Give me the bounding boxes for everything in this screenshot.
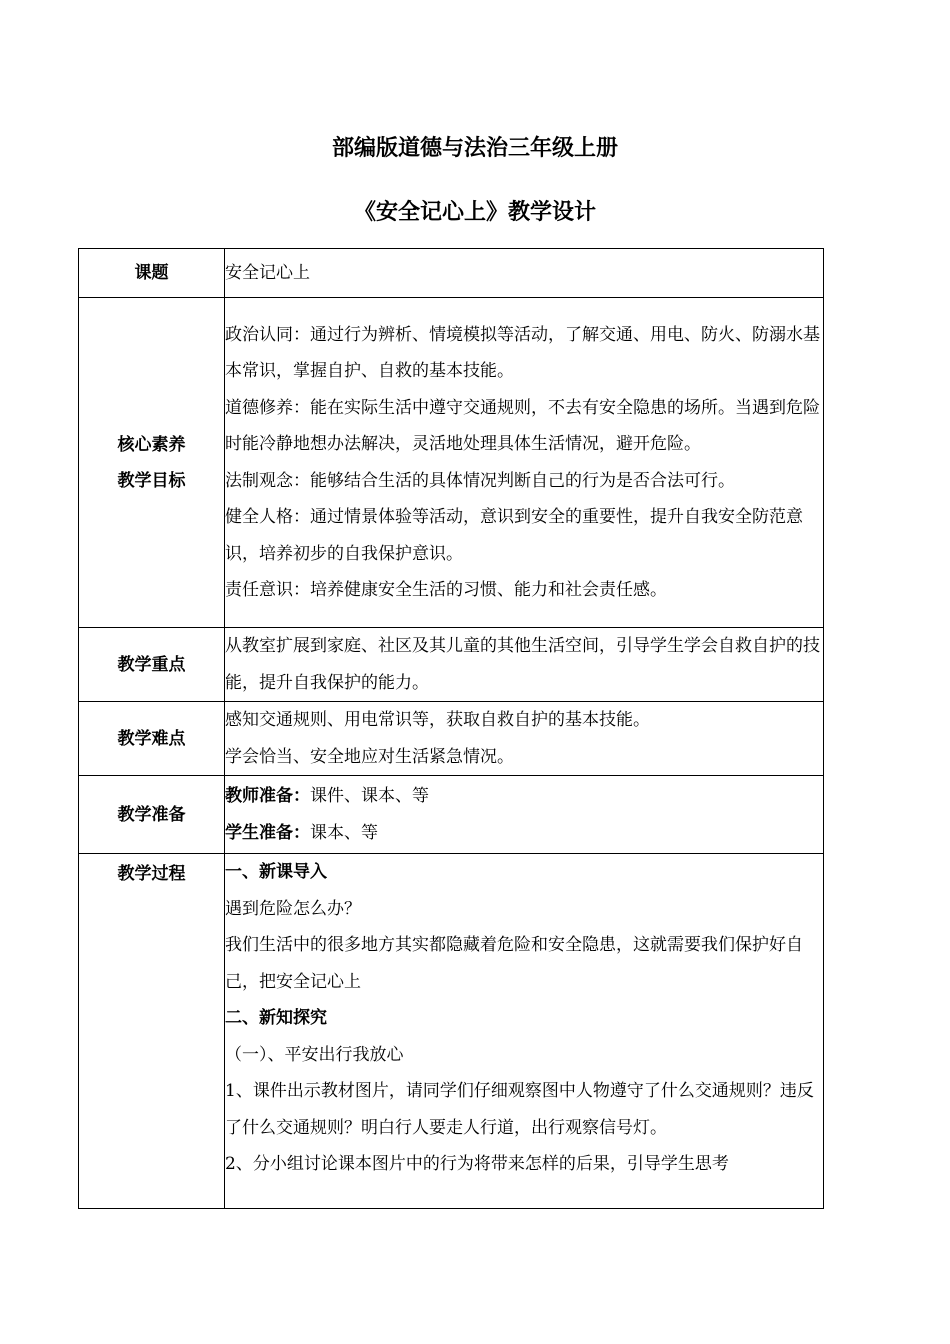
teacher-preparation-value: 课件、课本、等	[310, 786, 429, 806]
process-paragraph: 遇到危险怎么办？	[225, 898, 361, 919]
difficulty-label: 教学难点	[79, 702, 225, 776]
core-goals-label-line2: 教学目标	[117, 470, 186, 491]
goal-personality: 健全人格：通过情景体验等活动，意识到安全的重要性，提升自我安全防范意识，培养初步的自我保护意识。	[225, 507, 803, 564]
core-goals-label	[79, 298, 225, 628]
student-preparation-value: 课本、等	[310, 822, 378, 843]
document-title: 部编版道德与法治三年级上册	[331, 136, 618, 161]
table-row-topic	[79, 249, 824, 298]
subsection-heading: （一）、平安出行我放心	[225, 1044, 404, 1065]
student-preparation	[225, 815, 823, 852]
table-row-preparation	[79, 776, 824, 854]
teacher-preparation-label: 教师准备：	[225, 786, 310, 806]
key-point-label: 教学重点	[79, 628, 225, 702]
difficulty-content	[225, 702, 824, 776]
preparation-content	[225, 776, 824, 854]
table-row-key-point	[79, 628, 824, 702]
table-row-process	[79, 854, 824, 1209]
difficulty-line1: 感知交通规则、用电常识等，获取自救自护的基本技能。	[225, 710, 650, 730]
topic-value: 安全记心上	[225, 249, 824, 298]
student-preparation-label: 学生准备：	[225, 822, 310, 843]
process-content	[225, 854, 824, 1209]
process-paragraph: 1、课件出示教材图片，请同学们仔细观察图中人物遵守了什么交通规则？违反了什么交通规则？明白行人要走人行道，出行观察信号灯。	[225, 1081, 814, 1138]
goal-moral: 道德修养：能在实际生活中遵守交通规则，不去有安全隐患的场所。当遇到危险时能冷静地想办法解决，灵活地处理具体生活情况，避开危险。	[225, 397, 820, 454]
document-subtitle: 《安全记心上》教学设计	[353, 200, 596, 225]
lesson-plan-table	[78, 248, 824, 1209]
core-goals-label-line1: 核心素养	[117, 434, 186, 455]
goal-political: 政治认同：通过行为辨析、情境模拟等活动，了解交通、用电、防火、防溺水基本常识，掌握自护、自救的基本技能。	[225, 324, 820, 381]
table-row-difficulty	[79, 702, 824, 776]
key-point-content	[225, 628, 824, 702]
section-heading-explore: 二、新知探究	[225, 1008, 327, 1028]
goal-responsibility: 责任意识：培养健康安全生活的习惯、能力和社会责任感。	[225, 580, 667, 600]
core-goals-content	[225, 298, 824, 628]
process-paragraph: 2、分小组讨论课本图片中的行为将带来怎样的后果，引导学生思考	[225, 1154, 729, 1174]
teacher-preparation	[225, 778, 823, 815]
section-heading-intro: 一、新课导入	[225, 862, 327, 882]
topic-label: 课题	[79, 249, 225, 298]
difficulty-line2: 学会恰当、安全地应对生活紧急情况。	[225, 746, 514, 767]
process-paragraph: 我们生活中的很多地方其实都隐藏着危险和安全隐患，这就需要我们保护好自己，把安全记心上	[225, 935, 803, 992]
key-point-text: 从教室扩展到家庭、社区及其儿童的其他生活空间，引导学生学会自救自护的技能，提升自我保护的能力。	[225, 636, 820, 693]
process-label: 教学过程	[79, 854, 225, 1209]
goal-legal: 法制观念：能够结合生活的具体情况判断自己的行为是否合法可行。	[225, 470, 735, 491]
preparation-label: 教学准备	[79, 776, 225, 854]
table-row-core-goals	[79, 298, 824, 628]
